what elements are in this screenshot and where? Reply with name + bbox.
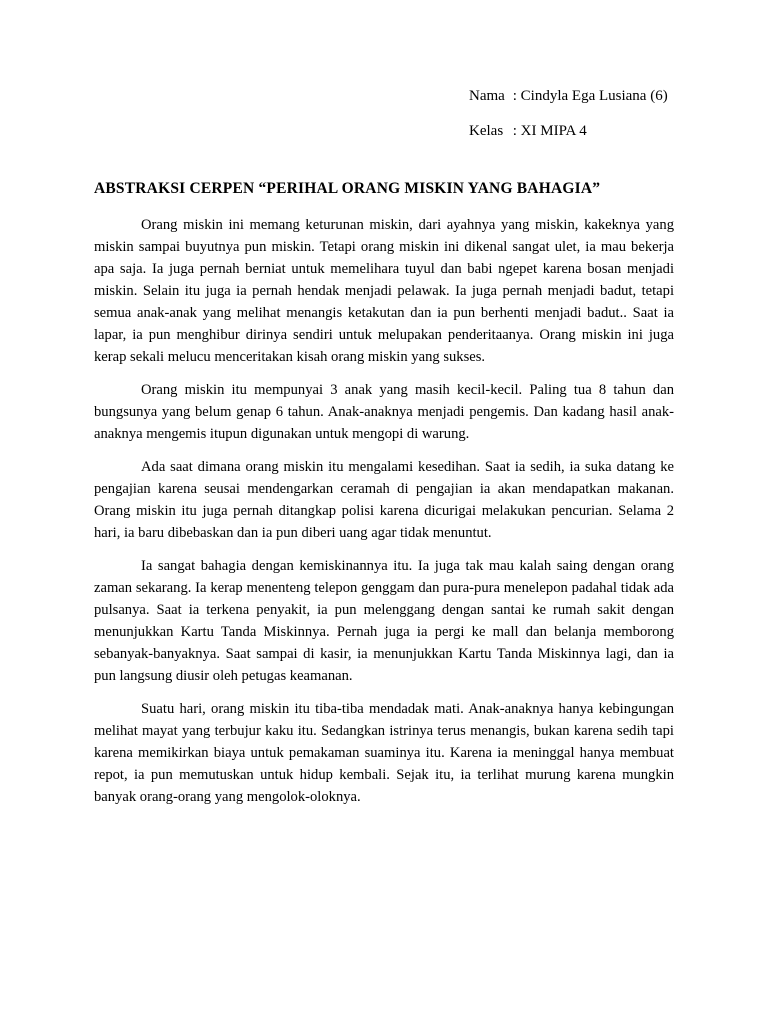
document-body [94,214,674,819]
paragraph: Ada saat dimana orang miskin itu mengalami kesedihan. Saat ia sedih, ia suka datang ke pengajian karena seusai mendengarkan ceramah di pengajian ia akan mendapatkan makanan. Orang miskin itu juga pernah ditangkap polisi karena dicurigai melakukan pencurian. Selama 2 hari, ia baru dibebaskan dan ia pun diberi uang agar tidak menuntut. [94,459,674,541]
class-row [469,121,668,141]
class-label: Kelas [469,123,504,139]
document-title: ABSTRAKSI CERPEN “PERIHAL ORANG MISKIN YANG BAHAGIA” [94,180,601,197]
student-info [469,86,668,156]
paragraph: Ia sangat bahagia dengan kemiskinannya itu. Ia juga tak mau kalah saing dengan orang zaman sekarang. Ia kerap menenteng telepon genggam dan pura-pura menelepon padahal tidak ada pulsanya. Saat ia terkena penyakit, ia pun melenggang dengan santai ke rumah sakit dengan menunjukkan Kartu Tanda Miskinnya. Pernah juga ia pergi ke mall dan belanja memborong sebanyak-banyaknya. Saat sampai di kasir, ia menunjukkan Kartu Tanda Miskinnya lagi, dan ia pun langsung diusir oleh petugas keamanan. [94,558,674,684]
paragraph: Orang miskin ini memang keturunan miskin, dari ayahnya yang miskin, kakeknya yang miskin sampai buyutnya pun miskin. Tetapi orang miskin ini dikenal sangat ulet, ia mau bekerja apa saja. Ia juga pernah berniat untuk memelihara tuyul dan babi ngepet karena bosan menjadi miskin. Selain itu juga ia pernah hendak menjadi pelawak. Ia juga pernah menjadi badut, tetapi semua anak-anak yang melihat menangis ketakutan dan ia pun berhenti menjadi badut.. Saat ia lapar, ia pun menghibur dirinya sendiri untuk melupakan penderitaanya. Orang miskin ini juga kerap sekali melucu menceritakan kisah orang miskin yang sukses. [94,217,674,365]
class-value: : XI MIPA 4 [512,123,587,139]
name-value: : Cindyla Ega Lusiana (6) [512,88,668,104]
name-row [469,86,668,106]
name-label: Nama [469,88,505,104]
paragraph: Suatu hari, orang miskin itu tiba-tiba mendadak mati. Anak-anaknya hanya kebingungan melihat mayat yang terbujur kaku itu. Sedangkan istrinya terus menangis, bukan karena sedih tapi karena memikirkan biaya untuk pemakaman suaminya itu. Karena ia meninggal hanya membuat repot, ia pun memutuskan untuk hidup kembali. Sejak itu, ia terlihat murung karena mungkin banyak orang-orang yang mengolok-oloknya. [94,701,674,805]
paragraph: Orang miskin itu mempunyai 3 anak yang masih kecil-kecil. Paling tua 8 tahun dan bungsunya yang belum genap 6 tahun. Anak-anaknya menjadi pengemis. Dan kadang hasil anak-anaknya mengemis itupun digunakan untuk mengopi di warung. [94,382,674,442]
